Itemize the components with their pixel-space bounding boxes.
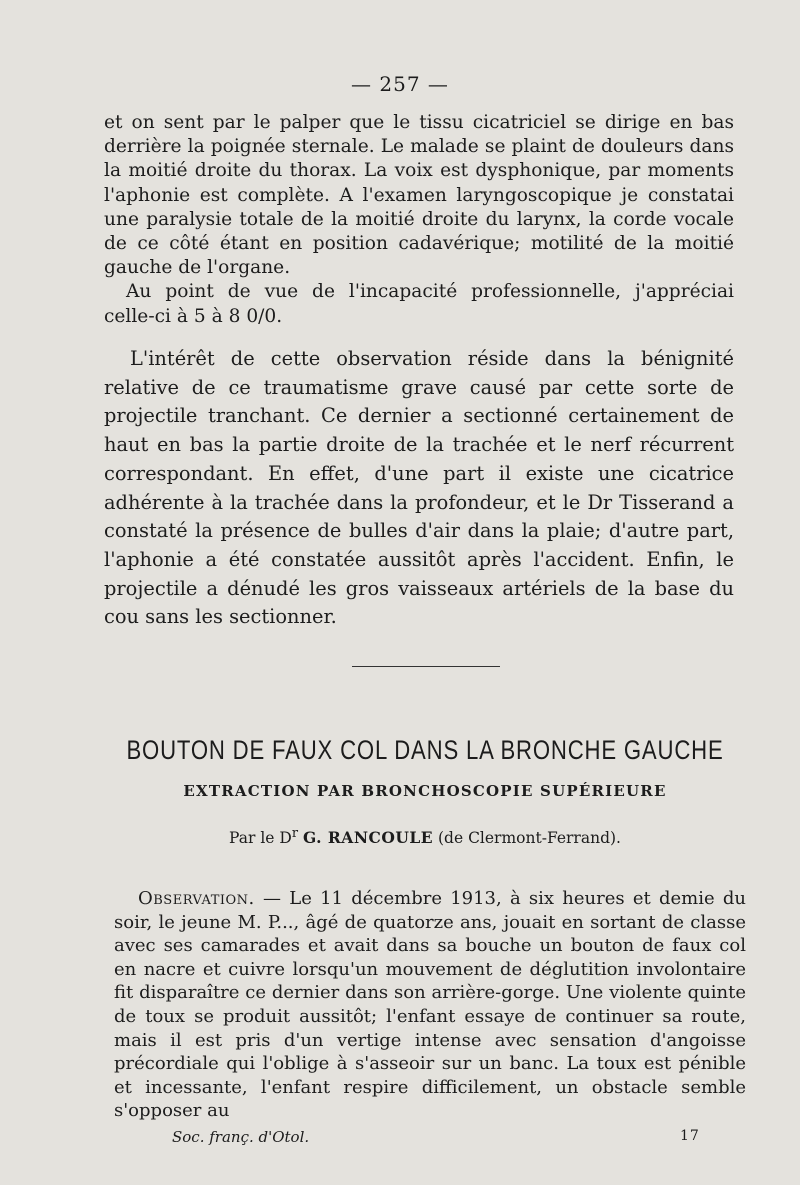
case-continuation — [104, 111, 734, 329]
paragraph: L'intérêt de cette observation réside dans la bénignité relative de ce traumatisme grave causé par cette sorte de projectile tranchant. Ce dernier a sectionné certainement de haut en bas la partie droite de la trachée et le nerf récurrent correspondant. En effet, d'une part il existe une cicatrice adhérente à la trachée dans la profondeur, et le Dr Tisserand a constaté la présence de bulles d'air dans la plaie; d'autre part, l'aphonie a été constatée aussitôt après l'accident. Enfin, le projectile a dénudé les gros vaisseaux artériels de la base du cou sans les sectionner. — [104, 347, 734, 629]
observation-label: Observation. — [138, 888, 255, 909]
page-number: — 257 — — [351, 72, 449, 96]
observation — [114, 887, 746, 1123]
observation-text: — Le 11 décembre 1913, à six heures et demie du soir, le jeune M. P..., âgé de quatorze ans, jouait en sortant de classe avec ses camarades et avait dans sa bouche un bouton de faux col en nacre et cuivre lorsqu'un mouvement de déglutition involontaire fit disparaître ce dernier dans son arrière-gorge. Une violente quinte de toux se produit aussitôt; l'enfant essaye de continuer sa route, mais il est pris d'un vertige intense avec sensation d'angoisse précordiale qui l'oblige à s'asseoir sur un banc. La toux est pénible et incessante, l'enfant respire difficilement, un obstacle semble s'opposer au — [114, 888, 746, 1122]
author-affiliation: (de Clermont-Ferrand). — [438, 829, 621, 848]
article-subtitle: EXTRACTION PAR BRONCHOSCOPIE SUPÉRIEURE — [183, 782, 667, 800]
byline-prefix: Par le D — [229, 829, 292, 848]
signature-number: 17 — [680, 1128, 700, 1144]
discussion — [104, 345, 734, 632]
paragraph — [114, 887, 746, 1123]
paragraph: et on sent par le palper que le tissu cicatriciel se dirige en bas derrière la poignée sternale. Le malade se plaint de douleurs dans la moitié droite du thorax. La voix est dysphonique, par moments l'aphonie est complète. A l'examen laryngoscopique je constatai une paralysie totale de la moitié droite du larynx, la corde vocale de ce côté étant en position cadavérique; motilité de la moitié gauche de l'organe. — [104, 112, 734, 279]
paragraph: Au point de vue de l'incapacité professionnelle, j'appréciai celle-ci à 5 à 8 0/0. — [104, 281, 734, 327]
article-title: BOUTON DE FAUX COL DANS LA BRONCHE GAUCHE — [126, 735, 724, 765]
author-name: G. RANCOULE — [302, 828, 434, 848]
journal-footer: Soc. franç. d'Otol. — [172, 1128, 310, 1146]
section-divider — [352, 666, 500, 667]
byline — [0, 826, 800, 847]
byline-superscript: r — [291, 826, 298, 841]
